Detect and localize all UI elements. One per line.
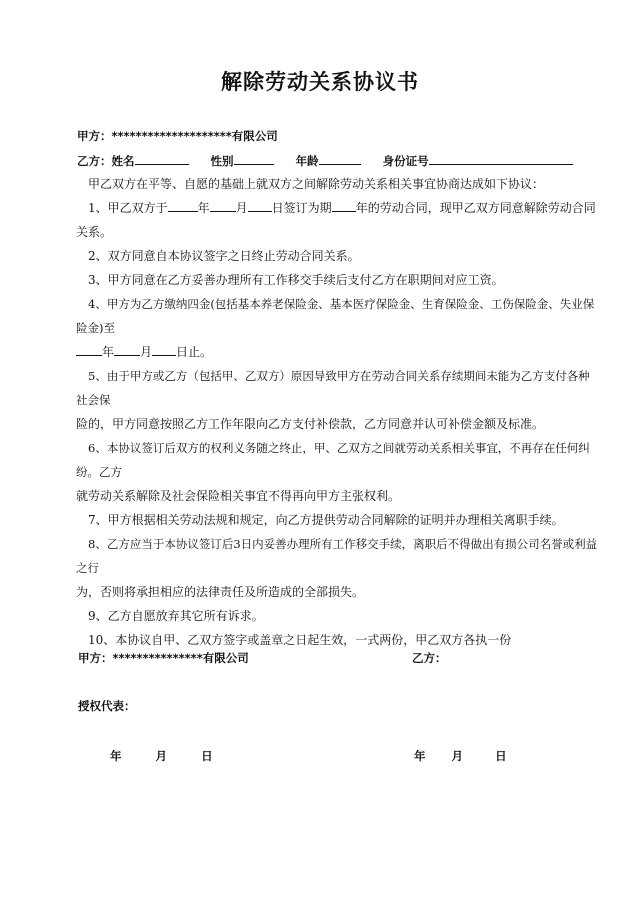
id-label: 身份证号: [382, 154, 429, 168]
party-b-header: [77, 152, 573, 169]
party-b-signature: 乙方：: [412, 651, 447, 665]
clause-5: 5、由于甲方或乙方（包括甲、乙双方）原因导致甲方在劳动合同关系存续期间未能为乙方支付各种社会保: [76, 369, 590, 407]
clause-3: 3、甲方同意在乙方妥善办理所有工作移交手续后支付乙方在职期间对应工资。: [88, 273, 504, 287]
clause-6: 6、本协议签订后双方的权利义务随之终止，甲、乙双方之间就劳动关系相关事宜，不再存在任何纠纷。乙方: [76, 441, 590, 479]
authorized-rep-label: 授权代表：: [78, 699, 136, 713]
clause-9: 9、乙方自愿放弃其它所有诉求。: [88, 609, 264, 623]
clause-2: 2、双方同意自本协议签字之日终止劳动合同关系。: [88, 249, 360, 263]
party-a-year: 年: [110, 749, 122, 763]
clause-8: 8、乙方应当于本协议签订后3日内妥善办理所有工作移交手续，离职后不得做出有损公司名誉或利益之行: [76, 537, 598, 575]
clause-8-cont: 为，否则将承担相应的法律责任及所造成的全部损失。: [76, 585, 365, 599]
clause-4-cont: 年 月 日止。: [76, 340, 598, 364]
party-b-label: 乙方：: [77, 154, 112, 168]
clause-4: 4、甲方为乙方缴纳四金(包括基本养老保险金、基本医疗保险金、生育保险金、工伤保险金、失业保险金)至: [76, 297, 595, 335]
age-blank[interactable]: [319, 152, 361, 165]
clause-1: 1、甲乙双方于 年 月 日签订为期 年的劳动合同，现甲乙双方同意解除劳动合同关系。: [76, 201, 596, 239]
party-a-day: 日: [201, 749, 213, 763]
clause-10: 10、本协议自甲、乙双方签字或盖章之日起生效，一式两份，甲乙双方各执一份: [88, 633, 512, 647]
name-blank[interactable]: [135, 152, 189, 165]
intro-paragraph: 甲乙双方在平等、自愿的基础上就双方之间解除劳动关系相关事宜协商达成如下协议：: [88, 177, 545, 191]
gender-label: 性别: [210, 154, 234, 168]
party-a-label: 甲方：: [77, 129, 112, 143]
document-title: 解除劳动关系协议书: [221, 70, 419, 94]
party-a-date: [110, 748, 213, 764]
party-b-year: 年: [414, 749, 426, 763]
party-b-month: 月: [451, 749, 464, 763]
party-a-signature: 甲方：***************有限公司: [78, 651, 249, 665]
party-a-month: 月: [155, 749, 168, 763]
party-b-day: 日: [495, 749, 507, 763]
agreement-body: [76, 172, 598, 652]
clause-5-cont: 险的，甲方同意按照乙方工作年限向乙方支付补偿款，乙方同意并认可补偿金额及标准。: [76, 417, 545, 431]
name-label: 姓名: [111, 154, 135, 168]
clause-7: 7、甲方根据相关劳动法规和规定，向乙方提供劳动合同解除的证明并办理相关离职手续。: [88, 513, 564, 527]
gender-blank[interactable]: [234, 152, 274, 165]
party-a-header: [77, 128, 278, 144]
party-a-company: ********************有限公司: [111, 129, 278, 143]
party-b-date: [414, 748, 507, 764]
id-blank[interactable]: [429, 152, 573, 165]
age-label: 年龄: [295, 154, 319, 168]
clause-6-cont: 就劳动关系解除及社会保险相关事宜不得再向甲方主张权利。: [76, 489, 401, 503]
